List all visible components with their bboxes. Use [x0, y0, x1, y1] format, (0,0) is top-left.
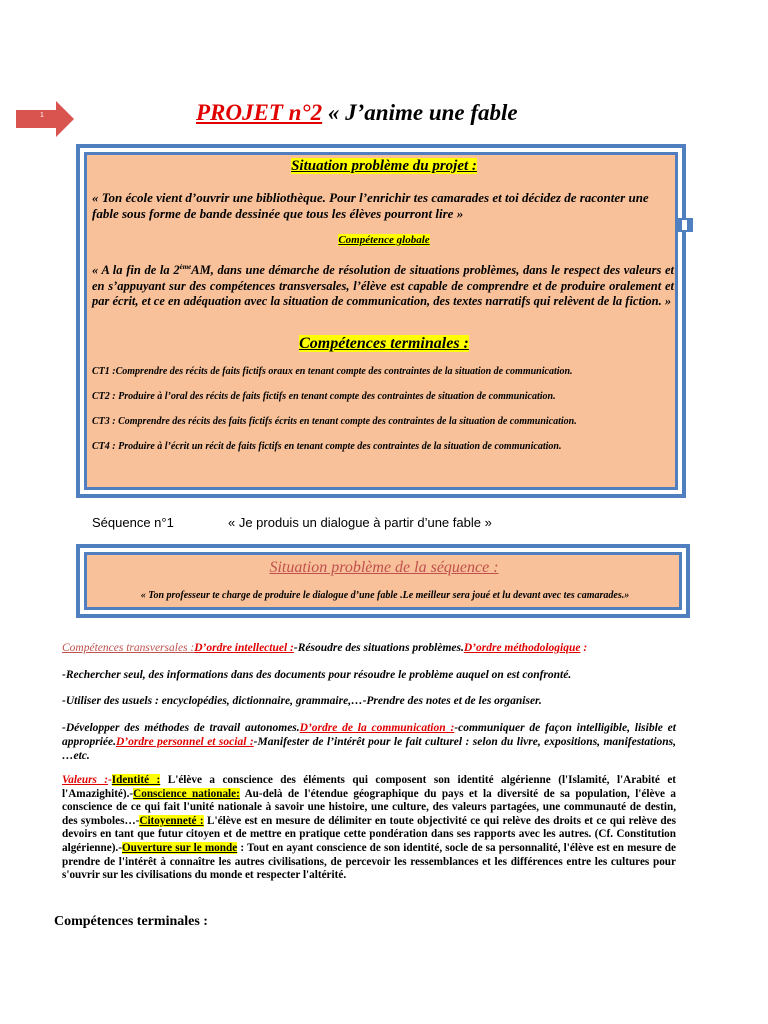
- sequence-situation-text: « Ton professeur te charge de produire le dialogue d’une fable .Le meilleur sera joué et lu devant avec tes camarades.»: [140, 590, 630, 601]
- competence-globale-title: Compétence globale: [338, 234, 430, 246]
- sequence-box: [76, 544, 690, 618]
- transversales-communication: -Développer des méthodes de travail autonomes.D’ordre de la communication :-communiquer de façon intelligible, lisible et appropriée.D’ordre personnel et social :-Manifester de l’intérêt pour le fait culturel : selon du livre, expositions, manifestations, …etc.: [62, 722, 677, 762]
- page-number-arrow: [16, 101, 74, 137]
- valeurs-paragraph: Valeurs :-Identité : L'élève a conscience des éléments qui composent son identité algérienne (l'Islamité, l'Arabité et l'Amazighité).-Conscience nationale: Au-delà de l'étendue géographique du pays et la diversité de sa population, l'élève a conscience de ce qui fait l'unité nationale à savoir une histoire, une culture, des valeurs partagées, une communauté de destin, des symboles…-Citoyenneté : L'élève est en mesure de délimiter en toute objectivité ce qui relève des droits et ce qui relève des devoirs en tant que futur citoyen et de mettre en pratique cette pondération dans ses rapports avec les autres. (Cf. Constitution algérienne).-Ouverture sur le monde : Tout en ayant conscience de son identité, socle de sa personnalité, l'élève est en mesure de prendre de l'intérêt à connaître les autres civilisations, de percevoir les ressemblances et les différences entre les cultures pour s'ouvrir sur les civilisations du monde et respecter l'altérité.: [62, 774, 677, 882]
- page-number: 1: [40, 112, 44, 119]
- sequence-situation-title: Situation problème de la séquence :: [269, 559, 499, 576]
- sequence-label: Séquence n°1: [92, 515, 174, 530]
- situation-title: Situation problème du projet :: [291, 158, 477, 174]
- title-fable: « J’anime une fable: [322, 100, 518, 125]
- ct-item: CT2 : Produire à l’oral des récits de faits fictifs en tenant compte des contraintes de situation de communication.: [92, 391, 556, 402]
- transversales-line: -Rechercher seul, des informations dans des documents pour résoudre le problème auquel on est confronté.: [62, 669, 572, 681]
- situation-text: « Ton école vient d’ouvrir une bibliothèque. Pour l’enrichir tes camarades et toi décidez de raconter une fable sous forme de bande dessinée que tous les élèves pourront lire »: [92, 190, 649, 221]
- page-title: [196, 100, 518, 126]
- ct-item: CT1 :Comprendre des récits de faits fictifs oraux en tenant compte des contraintes de la situation de communication.: [92, 366, 573, 377]
- transversales-line: -Utiliser des usuels : encyclopédies, dictionnaire, grammaire,…-Prendre des notes et de les organiser.: [62, 695, 542, 707]
- competences-terminales-title: Compétences terminales :: [299, 335, 469, 352]
- competence-globale-text: « A la fin de la 2èmeAM, dans une démarche de résolution de situations problèmes, dans le respect des valeurs et en s’appuyant sur des compétences transversales, l’élève est capable de comprendre et de produire oralement et par écrit, et ce en adéquation avec la situation de communication, des textes narratifs qui relèvent de la fiction. »: [92, 263, 675, 309]
- competences-terminales-heading: Compétences terminales :: [54, 914, 208, 929]
- scroll-marker-icon: [677, 218, 693, 232]
- ct-item: CT4 : Produire à l’écrit un récit de faits fictifs en tenant compte des contraintes de la situation de communication.: [92, 441, 562, 452]
- ct-item: CT3 : Comprendre des récits des faits fictifs écrits en tenant compte des contraintes de la situation de communication.: [92, 416, 577, 427]
- sequence-title: « Je produis un dialogue à partir d’une fable »: [228, 515, 492, 530]
- transversales-intro: Compétences transversales :D’ordre intellectuel :-Résoudre des situations problèmes.D’ordre méthodologique :: [62, 642, 588, 654]
- title-project: PROJET n°2: [196, 100, 323, 125]
